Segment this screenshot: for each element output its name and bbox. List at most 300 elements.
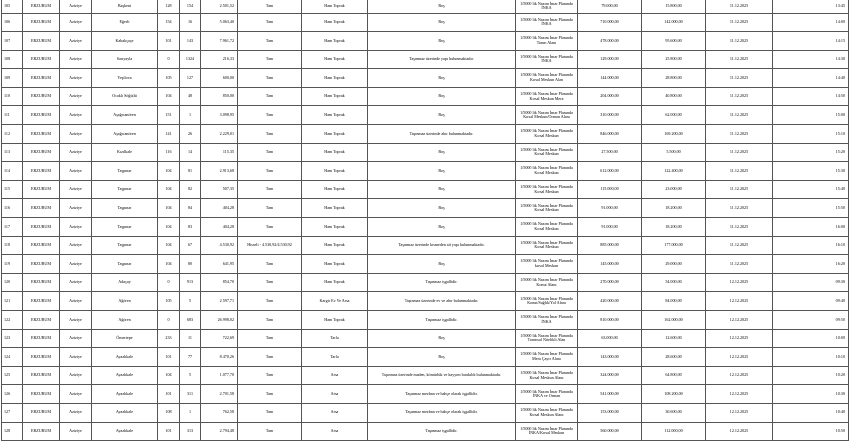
cell-ilce: Aziziye [60, 311, 92, 330]
cell-mahalle: Kabakçaçe [92, 32, 158, 51]
cell-alan: 7.961,72 [201, 32, 238, 51]
cell-ilce: Aziziye [60, 162, 92, 181]
cell-hisse: Tam [238, 311, 302, 330]
cell-ada: 0 [158, 273, 180, 292]
cell-parsel: 683 [180, 311, 201, 330]
cell-ada: 108 [158, 403, 180, 422]
cell-saat: 14:50 [773, 87, 849, 106]
cell-nitelik: Ham Toprak [302, 69, 368, 88]
cell-no: 109 [2, 69, 23, 88]
cell-hisse: Tam [238, 329, 302, 348]
cell-imar: 1/5000 lik Nazım İmar Planında Kırsal Meskun Alanı [516, 366, 578, 385]
cell-il: ERZURUM [23, 348, 60, 367]
cell-tarih: 12.12.2025 [706, 292, 773, 311]
cell-hisse: Tam [238, 255, 302, 274]
cell-bedel: 710.000,00 [578, 13, 642, 32]
cell-ada: 101 [158, 348, 180, 367]
cell-teminat: 25.800,00 [642, 50, 706, 69]
cell-ilce: Aziziye [60, 273, 92, 292]
cell-bedel: 885.000,00 [578, 236, 642, 255]
cell-tarih: 12.12.2025 [706, 348, 773, 367]
auction-table [1, 0, 849, 441]
cell-il: ERZURUM [23, 403, 60, 422]
cell-nitelik: Arsa [302, 366, 368, 385]
table-row [2, 199, 849, 218]
cell-aciklama: Taşınmaz işgallidir. [368, 311, 516, 330]
cell-ada: 105 [158, 69, 180, 88]
cell-ilce: Aziziye [60, 199, 92, 218]
cell-alan: 5.063,40 [201, 13, 238, 32]
cell-bedel: 115.000,00 [578, 180, 642, 199]
cell-hisse: Tam [238, 162, 302, 181]
table-row [2, 143, 849, 162]
cell-hisse: Tam [238, 218, 302, 237]
cell-parsel: 913 [180, 273, 201, 292]
cell-saat: 14:00 [773, 13, 849, 32]
cell-imar: 1/5000 lik Nazım İmar Planında Kırsal Meskun [516, 143, 578, 162]
cell-tarih: 12.12.2025 [706, 403, 773, 422]
cell-no: 126 [2, 385, 23, 404]
cell-il: ERZURUM [23, 385, 60, 404]
cell-bedel: 145.000,00 [578, 255, 642, 274]
cell-saat: 10:40 [773, 403, 849, 422]
cell-aciklama: Taşınmaz işgallidir. [368, 422, 516, 441]
cell-tarih: 11.12.2025 [706, 199, 773, 218]
cell-ilce: Aziziye [60, 218, 92, 237]
cell-tarih: 11.12.2025 [706, 69, 773, 88]
cell-il: ERZURUM [23, 69, 60, 88]
cell-aciklama: Boş [368, 180, 516, 199]
cell-mahalle: Sarıyayla [92, 50, 158, 69]
cell-ilce: Aziziye [60, 366, 92, 385]
cell-parsel: 5 [180, 366, 201, 385]
cell-imar: 1/5000 lik Nazım İmar Planında Konut Alanı [516, 273, 578, 292]
cell-nitelik: Ham Toprak [302, 32, 368, 51]
cell-tarih: 11.12.2025 [706, 32, 773, 51]
cell-bedel: 129.000,00 [578, 50, 642, 69]
table-row [2, 106, 849, 125]
cell-il: ERZURUM [23, 106, 60, 125]
table-row [2, 125, 849, 144]
cell-bedel: 144.000,00 [578, 69, 642, 88]
cell-il: ERZURUM [23, 273, 60, 292]
cell-hisse: Tam [238, 32, 302, 51]
cell-nitelik: Arsa [302, 422, 368, 441]
cell-il: ERZURUM [23, 218, 60, 237]
cell-alan: 404,28 [201, 218, 238, 237]
cell-il: ERZURUM [23, 13, 60, 32]
cell-hisse: Tam [238, 143, 302, 162]
cell-tarih: 11.12.2025 [706, 143, 773, 162]
table-row [2, 311, 849, 330]
cell-mahalle: Ağören [92, 292, 158, 311]
cell-tarih: 12.12.2025 [706, 329, 773, 348]
cell-hisse: Tam [238, 0, 302, 13]
cell-imar: 1/5000 lik Nazım İmar Planında Kırsal Meskun [516, 180, 578, 199]
table-body [2, 0, 849, 441]
cell-teminat: 18.200,00 [642, 218, 706, 237]
cell-imar: 1/5000 lik Nazım İmar Planında Kırsal Meskun [516, 162, 578, 181]
cell-il: ERZURUM [23, 329, 60, 348]
cell-mahalle: Ayazkkale [92, 403, 158, 422]
cell-imar: 1/5000 lik Nazım İmar Planında Kırsal Meskun [516, 236, 578, 255]
cell-parsel: 1 [180, 403, 201, 422]
cell-bedel: 846.000,00 [578, 125, 642, 144]
cell-aciklama: Boş [368, 32, 516, 51]
cell-no: 112 [2, 125, 23, 144]
cell-imar: 1/5000 lik Nazım İmar Planında İNKA ve Orman [516, 385, 578, 404]
cell-parsel: 1324 [180, 50, 201, 69]
cell-imar: 1/5000 lik Nazım İmar Planında Mera Çayır Alanı [516, 348, 578, 367]
cell-aciklama: Boş [368, 218, 516, 237]
cell-nitelik: Ham Toprak [302, 87, 368, 106]
cell-nitelik: Ham Toprak [302, 0, 368, 13]
cell-nitelik: Kargir Ev Ve Arsa [302, 292, 368, 311]
cell-imar: 1/5000 lik Nazım İmar Planında Kırsal Meskun Alan [516, 69, 578, 88]
cell-mahalle: Eğerli [92, 13, 158, 32]
cell-il: ERZURUM [23, 199, 60, 218]
cell-saat: 15:10 [773, 125, 849, 144]
cell-ilce: Aziziye [60, 0, 92, 13]
cell-hisse: Tam [238, 385, 302, 404]
cell-parsel: 311 [180, 385, 201, 404]
cell-ilce: Aziziye [60, 422, 92, 441]
cell-imar: 1/5000 lik Nazım İmar Planında Kırsal Meskun [516, 125, 578, 144]
cell-bedel: 324.000,00 [578, 366, 642, 385]
cell-parsel: 80 [180, 255, 201, 274]
cell-alan: 3.098,95 [201, 106, 238, 125]
cell-ilce: Aziziye [60, 13, 92, 32]
cell-saat: 10:50 [773, 422, 849, 441]
cell-ada: 101 [158, 422, 180, 441]
cell-aciklama: Taşınmaz üzerinde ev ve ahır bulunmaktadır. [368, 292, 516, 311]
cell-no: 115 [2, 180, 23, 199]
cell-aciklama: Taşınmaz üzerinde yapı bulunmaktadır. [368, 50, 516, 69]
cell-il: ERZURUM [23, 292, 60, 311]
cell-parsel: 14 [180, 143, 201, 162]
cell-aciklama: Boş [368, 162, 516, 181]
cell-il: ERZURUM [23, 366, 60, 385]
cell-il: ERZURUM [23, 180, 60, 199]
cell-saat: 16:10 [773, 236, 849, 255]
cell-parsel: 1 [180, 106, 201, 125]
cell-hisse: Tam [238, 422, 302, 441]
cell-mahalle: Taşpınar [92, 199, 158, 218]
cell-teminat: 95.600,00 [642, 32, 706, 51]
cell-imar: 1/5000 lik Nazım İmar Planında İNKA [516, 0, 578, 13]
cell-saat: 10:20 [773, 366, 849, 385]
cell-nitelik: Ham Toprak [302, 162, 368, 181]
cell-mahalle: Taşpınar [92, 180, 158, 199]
cell-no: 118 [2, 236, 23, 255]
cell-teminat: 122.400,00 [642, 162, 706, 181]
cell-ada: 104 [158, 162, 180, 181]
cell-imar: 1/5000 lik Nazım İmar Planında Kırsal Meskun/Orman Alanı [516, 106, 578, 125]
cell-mahalle: Başkent [92, 0, 158, 13]
cell-imar: 1/5000 lik Nazım İmar Planında kırsal Meskun [516, 255, 578, 274]
cell-bedel: 91.000,00 [578, 199, 642, 218]
cell-imar: 1/5000 lik Nazım İmar Planında Kırsal Meskun Mera [516, 87, 578, 106]
cell-aciklama: Boş [368, 143, 516, 162]
cell-ilce: Aziziye [60, 255, 92, 274]
cell-hisse: Tam [238, 106, 302, 125]
cell-imar: 1/5000 lik Nazım İmar Planında Konut/Sağlık/Yol Alanı [516, 292, 578, 311]
cell-hisse: Tam [238, 125, 302, 144]
cell-nitelik: Arsa [302, 385, 368, 404]
cell-ilce: Aziziye [60, 32, 92, 51]
cell-teminat: 28.600,00 [642, 348, 706, 367]
cell-ilce: Aziziye [60, 403, 92, 422]
cell-tarih: 12.12.2025 [706, 385, 773, 404]
cell-tarih: 12.12.2025 [706, 311, 773, 330]
cell-alan: 507,35 [201, 180, 238, 199]
table-row [2, 32, 849, 51]
cell-ada: 101 [158, 32, 180, 51]
cell-ada: 104 [158, 366, 180, 385]
cell-tarih: 12.12.2025 [706, 366, 773, 385]
cell-alan: 854,70 [201, 273, 238, 292]
cell-saat: 13:45 [773, 0, 849, 13]
cell-tarih: 12.12.2025 [706, 422, 773, 441]
cell-teminat: 15.800,00 [642, 0, 706, 13]
cell-teminat: 108.200,00 [642, 385, 706, 404]
table-row [2, 292, 849, 311]
cell-nitelik: Ham Toprak [302, 125, 368, 144]
cell-mahalle: Ocaklı Söğütlü [92, 87, 158, 106]
cell-saat: 10:10 [773, 348, 849, 367]
cell-mahalle: Adaçay [92, 273, 158, 292]
cell-ada: 104 [158, 180, 180, 199]
cell-no: 127 [2, 403, 23, 422]
cell-alan: 404,28 [201, 199, 238, 218]
cell-il: ERZURUM [23, 87, 60, 106]
cell-saat: 09:30 [773, 273, 849, 292]
cell-tarih: 12.12.2025 [706, 273, 773, 292]
cell-alan: 722,69 [201, 329, 238, 348]
cell-hisse: Tam [238, 69, 302, 88]
cell-mahalle: Taşpınar [92, 236, 158, 255]
cell-tarih: 11.12.2025 [706, 255, 773, 274]
cell-alan: 2.913,68 [201, 162, 238, 181]
cell-aciklama: Boş [368, 348, 516, 367]
cell-teminat: 162.000,00 [642, 311, 706, 330]
cell-imar: 1/5000 lik Nazım İmar Planında İNKA/Kırsal Meskun [516, 422, 578, 441]
cell-tarih: 11.12.2025 [706, 87, 773, 106]
cell-bedel: 63.000,00 [578, 329, 642, 348]
cell-alan: 216,33 [201, 50, 238, 69]
cell-parsel: 127 [180, 69, 201, 88]
cell-alan: 600,00 [201, 69, 238, 88]
cell-il: ERZURUM [23, 0, 60, 13]
cell-bedel: 143.000,00 [578, 348, 642, 367]
cell-no: 119 [2, 255, 23, 274]
cell-alan: 2.501,52 [201, 0, 238, 13]
cell-ilce: Aziziye [60, 180, 92, 199]
cell-ada: 104 [158, 236, 180, 255]
cell-teminat: 64.800,00 [642, 366, 706, 385]
cell-imar: 1/5000 lik Nazım İmar Planında İNKA [516, 13, 578, 32]
cell-il: ERZURUM [23, 50, 60, 69]
cell-no: 116 [2, 199, 23, 218]
cell-imar: 1/5000 lik Nazım İmar Planında Kırsal Meskun [516, 199, 578, 218]
cell-bedel: 270.000,00 [578, 273, 642, 292]
cell-saat: 16:00 [773, 218, 849, 237]
cell-teminat: 62.000,00 [642, 106, 706, 125]
cell-ilce: Aziziye [60, 50, 92, 69]
cell-nitelik: Ham Toprak [302, 143, 368, 162]
cell-no: 114 [2, 162, 23, 181]
cell-bedel: 79.000,00 [578, 0, 642, 13]
cell-alan: 2.794,48 [201, 422, 238, 441]
cell-aciklama: Taşınmaz üzerinde ahır bulunmaktadır. [368, 125, 516, 144]
cell-teminat: 84.000,00 [642, 292, 706, 311]
cell-alan: 8.470,26 [201, 348, 238, 367]
cell-aciklama: Boş [368, 69, 516, 88]
cell-imar: 1/5000 lik Nazım İmar Planında Kırsal Meskun [516, 218, 578, 237]
cell-ada: 105 [158, 292, 180, 311]
cell-aciklama: Taşınmaz üzerinde kısmeden ait yapı bulunmaktadır. [368, 236, 516, 255]
cell-no: 125 [2, 366, 23, 385]
cell-mahalle: Taşpınar [92, 255, 158, 274]
cell-bedel: 420.000,00 [578, 292, 642, 311]
cell-parsel: 77 [180, 348, 201, 367]
cell-hisse: Tam [238, 13, 302, 32]
cell-teminat: 40.800,00 [642, 87, 706, 106]
cell-saat: 14:15 [773, 32, 849, 51]
cell-no: 105 [2, 0, 23, 13]
cell-teminat: 54.000,00 [642, 273, 706, 292]
cell-nitelik: Ham Toprak [302, 273, 368, 292]
cell-saat: 09:50 [773, 311, 849, 330]
cell-teminat: 112.000,00 [642, 422, 706, 441]
cell-ada: 154 [158, 13, 180, 32]
cell-teminat: 30.600,00 [642, 403, 706, 422]
table-row [2, 218, 849, 237]
cell-aciklama: Taşınmaz işgallidir. [368, 273, 516, 292]
cell-bedel: 810.000,00 [578, 311, 642, 330]
cell-ilce: Aziziye [60, 143, 92, 162]
cell-tarih: 11.12.2025 [706, 0, 773, 13]
cell-no: 120 [2, 273, 23, 292]
cell-parsel: 67 [180, 236, 201, 255]
cell-parsel: 143 [180, 32, 201, 51]
cell-parsel: 26 [180, 125, 201, 144]
cell-parsel: 11 [180, 329, 201, 348]
cell-hisse: Hisseli - 4.530,92/4.530,92 [238, 236, 302, 255]
cell-ada: 104 [158, 87, 180, 106]
cell-hisse: Tam [238, 50, 302, 69]
cell-il: ERZURUM [23, 422, 60, 441]
cell-aciklama: Boş [368, 106, 516, 125]
table-row [2, 236, 849, 255]
table-row [2, 180, 849, 199]
cell-bedel: 204.000,00 [578, 87, 642, 106]
cell-no: 106 [2, 13, 23, 32]
cell-ada: 104 [158, 218, 180, 237]
cell-tarih: 11.12.2025 [706, 13, 773, 32]
table-row [2, 366, 849, 385]
cell-no: 123 [2, 329, 23, 348]
cell-saat: 10:00 [773, 329, 849, 348]
cell-aciklama: Boş [368, 329, 516, 348]
cell-mahalle: Taşpınar [92, 218, 158, 237]
cell-saat: 16:20 [773, 255, 849, 274]
cell-alan: 4.530,92 [201, 236, 238, 255]
cell-ada: 233 [158, 329, 180, 348]
cell-mahalle: Yeşilova [92, 69, 158, 88]
cell-nitelik: Ham Toprak [302, 13, 368, 32]
cell-mahalle: Ağören [92, 311, 158, 330]
cell-imar: 1/5000 lik Nazım İmar Planında Kırsal Meskun Alanı [516, 403, 578, 422]
cell-aciklama: Taşınmaz üzerinde maden, kömürlük ve kayyım bırakıldı bulunmaktadır. [368, 366, 516, 385]
cell-teminat: 142.000,00 [642, 13, 706, 32]
cell-il: ERZURUM [23, 236, 60, 255]
cell-nitelik: Ham Toprak [302, 50, 368, 69]
cell-ada: 104 [158, 199, 180, 218]
cell-no: 110 [2, 87, 23, 106]
cell-ilce: Aziziye [60, 329, 92, 348]
cell-hisse: Tam [238, 403, 302, 422]
cell-nitelik: Ham Toprak [302, 180, 368, 199]
cell-il: ERZURUM [23, 143, 60, 162]
cell-il: ERZURUM [23, 32, 60, 51]
cell-bedel: 478.000,00 [578, 32, 642, 51]
cell-aciklama: Taşınmaz mezban ve bahçe olarak işgallidir. [368, 385, 516, 404]
table-row [2, 13, 849, 32]
table-row [2, 385, 849, 404]
cell-hisse: Tam [238, 87, 302, 106]
cell-teminat: 177.000,00 [642, 236, 706, 255]
cell-ada: 116 [158, 143, 180, 162]
cell-ilce: Aziziye [60, 292, 92, 311]
cell-saat: 09:40 [773, 292, 849, 311]
cell-no: 122 [2, 311, 23, 330]
cell-parsel: 154 [180, 0, 201, 13]
cell-teminat: 169.200,00 [642, 125, 706, 144]
cell-mahalle: Ömertepe [92, 329, 158, 348]
cell-mahalle: Ayazkkale [92, 385, 158, 404]
cell-nitelik: Ham Toprak [302, 255, 368, 274]
cell-tarih: 11.12.2025 [706, 125, 773, 144]
cell-teminat: 28.800,00 [642, 69, 706, 88]
cell-alan: 2.701,58 [201, 385, 238, 404]
cell-aciklama: Boş [368, 13, 516, 32]
table-row [2, 422, 849, 441]
cell-no: 111 [2, 106, 23, 125]
cell-parsel: 313 [180, 422, 201, 441]
cell-parsel: 81 [180, 162, 201, 181]
cell-nitelik: Tarla [302, 348, 368, 367]
cell-ilce: Aziziye [60, 348, 92, 367]
cell-no: 108 [2, 50, 23, 69]
cell-nitelik: Ham Toprak [302, 236, 368, 255]
cell-teminat: 29.000,00 [642, 255, 706, 274]
cell-tarih: 11.12.2025 [706, 218, 773, 237]
cell-nitelik: Ham Toprak [302, 311, 368, 330]
cell-no: 107 [2, 32, 23, 51]
cell-ada: 128 [158, 0, 180, 13]
cell-no: 124 [2, 348, 23, 367]
cell-saat: 15:20 [773, 143, 849, 162]
cell-alan: 850,00 [201, 87, 238, 106]
cell-il: ERZURUM [23, 311, 60, 330]
cell-aciklama: Boş [368, 255, 516, 274]
cell-ada: 104 [158, 255, 180, 274]
cell-no: 121 [2, 292, 23, 311]
cell-mahalle: Ayazkkale [92, 422, 158, 441]
cell-teminat: 12.600,00 [642, 329, 706, 348]
table-row [2, 87, 849, 106]
